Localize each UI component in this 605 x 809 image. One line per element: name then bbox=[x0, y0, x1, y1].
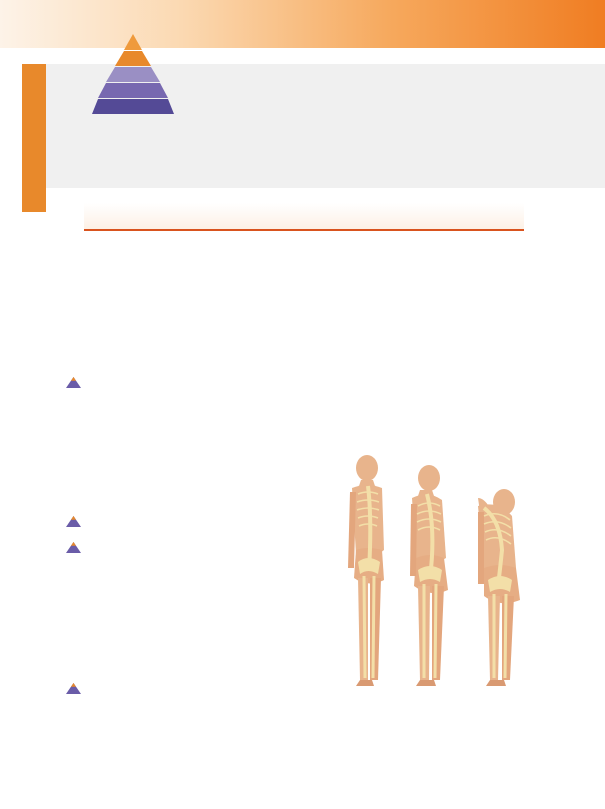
pyramid-icon bbox=[92, 34, 174, 116]
pyramid-marker-icon bbox=[66, 683, 81, 694]
right-column-top bbox=[312, 250, 592, 306]
key-concepts-bar bbox=[84, 203, 524, 231]
figure-age-40 bbox=[348, 455, 384, 686]
posture-figure bbox=[312, 450, 586, 706]
figure-age-70 bbox=[478, 489, 520, 686]
section-side-tab bbox=[22, 64, 46, 212]
pyramid-marker-icon bbox=[66, 377, 81, 388]
top-color-band bbox=[0, 0, 605, 48]
left-column bbox=[88, 250, 300, 770]
pyramid-marker-icon bbox=[66, 542, 81, 553]
figure-age-60 bbox=[410, 465, 448, 686]
pyramid-marker-icon bbox=[66, 516, 81, 527]
right-column-bottom bbox=[312, 355, 592, 435]
